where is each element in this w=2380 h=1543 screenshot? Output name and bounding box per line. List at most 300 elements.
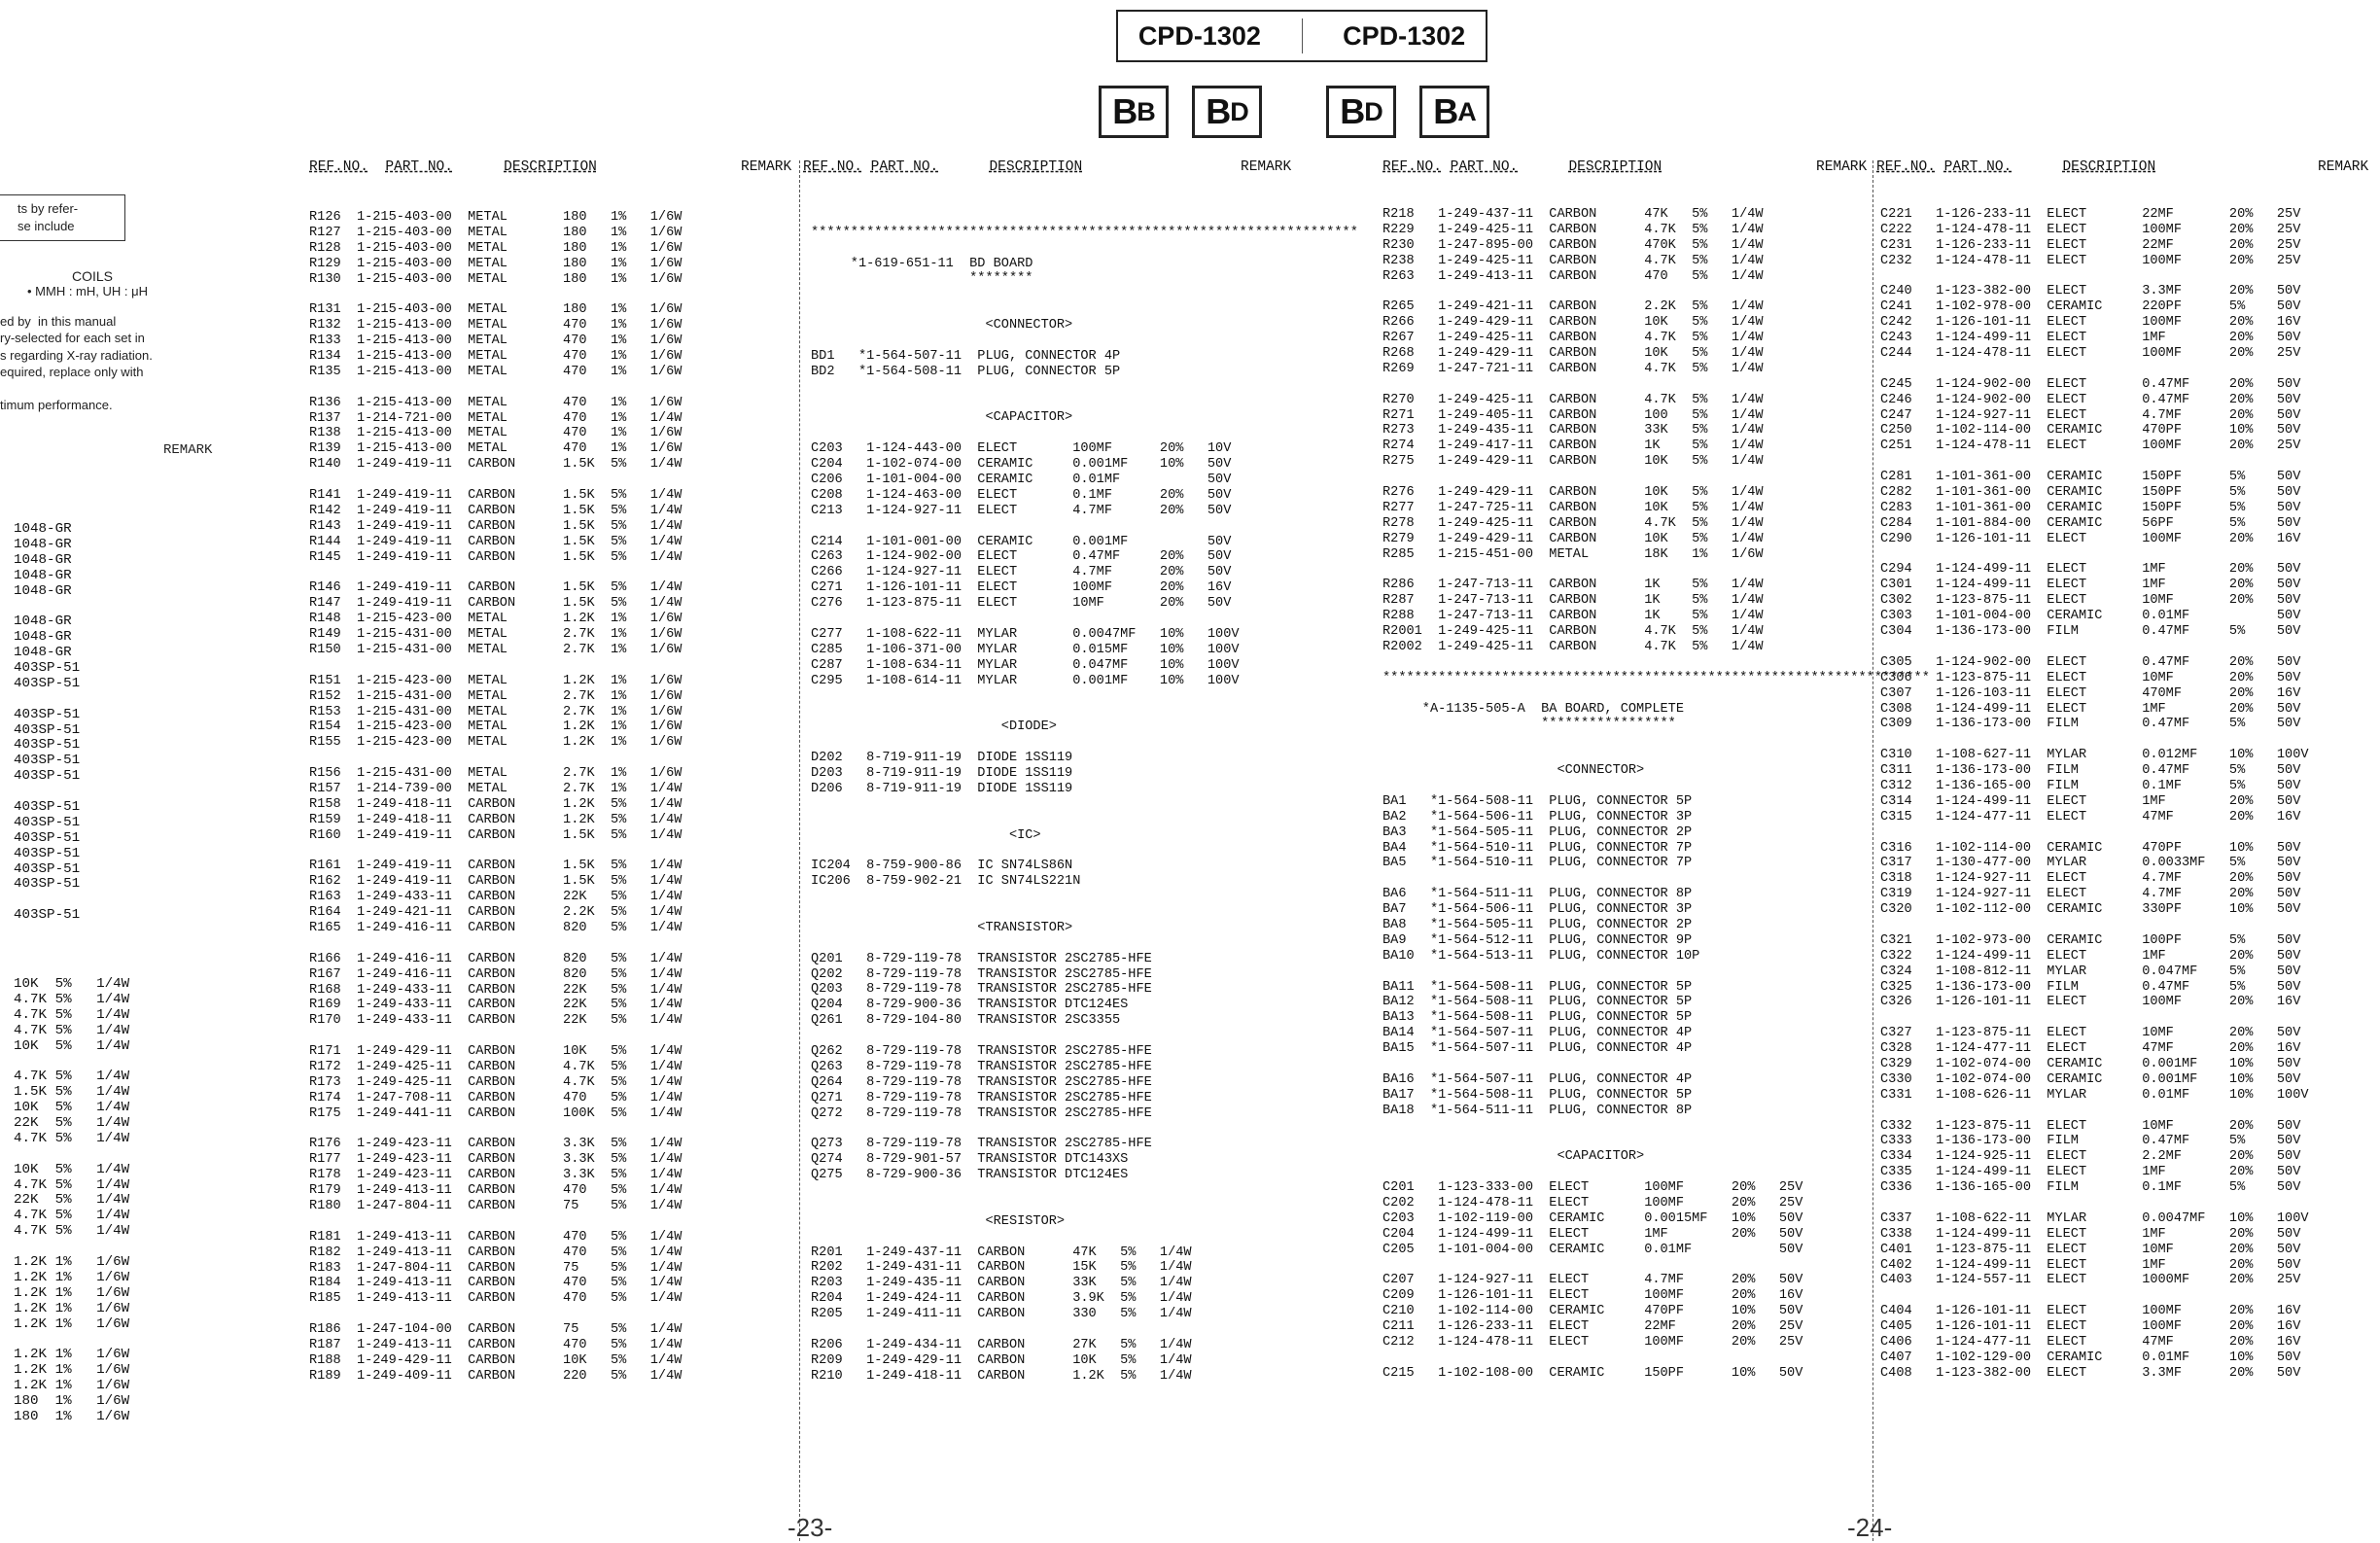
row-spacer [1382,377,1930,393]
parts-row: R134 1-215-413-00 METAL 470 1% 1/6W [309,349,682,365]
parts-row: C204 1-102-074-00 CERAMIC 0.001MF 10% 50V [811,457,1232,473]
row-spacer [1382,748,1930,763]
parts-row: R149 1-215-431-00 METAL 2.7K 1% 1/6W [309,627,682,643]
parts-row: ***************** [1382,717,1676,732]
col3-header-remark: REMARK [1816,159,1868,175]
parts-row: C214 1-101-001-00 CERAMIC 0.001MF 50V [811,534,1232,549]
parts-row: C221 1-126-233-11 ELECT 22MF 20% 25V [1880,207,2301,222]
column-divider [799,160,800,1541]
row-spacer [811,1029,1358,1044]
parts-row: R147 1-249-419-11 CARBON 1.5K 5% 1/4W [309,596,682,612]
parts-row: C307 1-126-103-11 ELECT 470MF 20% 16V [1880,685,2301,701]
parts-row: C312 1-136-165-00 FILM 0.1MF 5% 50V [1880,778,2301,793]
margin-notes [0,313,153,414]
parts-row: R203 1-249-435-11 CARBON 33K 5% 1/4W [811,1276,1192,1291]
margin-value-row: 10K 5% 1/4W [14,1037,130,1054]
parts-row: R178 1-249-423-11 CARBON 3.3K 5% 1/4W [309,1168,682,1183]
parts-row: *1-619-651-11 BD BOARD [811,256,1033,271]
note-line: ed by in this manual [0,314,117,329]
parts-row: R274 1-249-417-11 CARBON 1K 5% 1/4W [1382,438,1764,454]
row-spacer [309,1122,682,1138]
row-spacer [14,785,80,800]
parts-row: D202 8-719-911-19 DIODE 1SS119 [811,751,1073,766]
row-spacer [1382,470,1930,485]
row-spacer [811,333,1358,349]
margin-value-list [14,977,129,1425]
parts-row: C308 1-124-499-11 ELECT 1MF 20% 50V [1880,701,2301,717]
parts-row: R126 1-215-403-00 METAL 180 1% 1/6W [309,210,682,225]
col1-header [309,159,597,175]
row-spacer [14,1054,129,1070]
parts-row: R158 1-249-418-11 CARBON 1.2K 5% 1/4W [309,796,682,812]
row-spacer [309,287,682,302]
header-ref: REF.NO. [309,159,368,175]
row-spacer [1382,964,1930,980]
row-spacer [309,844,682,859]
parts-row: BD2 *1-564-508-11 PLUG, CONNECTOR 5P [811,364,1121,379]
parts-row: C282 1-101-361-00 CERAMIC 150PF 5% 50V [1880,485,2301,501]
parts-row: C240 1-123-382-00 ELECT 3.3MF 20% 50V [1880,284,2301,299]
parts-column-4 [1880,207,2309,1382]
margin-part-row: 403SP-51 [14,907,81,924]
col4-header [1876,159,2155,175]
page-number-left: -23- [788,1513,833,1542]
parts-row: C324 1-108-812-11 MYLAR 0.047MF 5% 50V [1880,964,2301,979]
parts-row: R139 1-215-413-00 METAL 470 1% 1/6W [309,441,682,457]
parts-row: R154 1-215-423-00 METAL 1.2K 1% 1/6W [309,719,682,735]
parts-row: Q261 8-729-104-80 TRANSISTOR 2SC3355 [811,1013,1121,1029]
parts-row: C210 1-102-114-00 CERAMIC 470PF 10% 50V [1382,1304,1803,1319]
parts-row: C251 1-124-478-11 ELECT 100MF 20% 25V [1880,438,2301,454]
parts-row: <CAPACITOR> [1382,1149,1645,1165]
parts-row: R181 1-249-413-11 CARBON 470 5% 1/4W [309,1229,682,1245]
parts-row: R162 1-249-419-11 CARBON 1.5K 5% 1/4W [309,874,682,890]
parts-row: R271 1-249-405-11 CARBON 100 5% 1/4W [1382,407,1764,423]
parts-row: R153 1-215-431-00 METAL 2.7K 1% 1/6W [309,704,682,719]
parts-row: R140 1-249-419-11 CARBON 1.5K 5% 1/4W [309,457,682,473]
parts-row: R218 1-249-437-11 CARBON 47K 5% 1/4W [1382,207,1764,222]
parts-row: C325 1-136-173-00 FILM 0.47MF 5% 50V [1880,979,2301,995]
parts-row: C212 1-124-478-11 ELECT 100MF 20% 25V [1382,1335,1803,1350]
parts-row: BA13 *1-564-508-11 PLUG, CONNECTOR 5P [1382,1010,1693,1026]
parts-row: C205 1-101-004-00 CERAMIC 0.01MF 50V [1382,1242,1803,1257]
row-spacer [1880,1288,2309,1304]
parts-row: C322 1-124-499-11 ELECT 1MF 20% 50V [1880,948,2301,964]
margin-value-row: 4.7K 5% 1/4W [14,1069,130,1085]
row-spacer [811,1183,1358,1199]
margin-value-row: 1.2K 1% 1/6W [14,1284,130,1301]
note-line: equired, replace only with [0,364,144,379]
parts-row: R229 1-249-425-11 CARBON 4.7K 5% 1/4W [1382,222,1764,237]
coils-units: • MMH : mH, UH : μH [27,284,148,298]
parts-row: C337 1-108-622-11 MYLAR 0.0047MF 10% 100V [1880,1210,2309,1226]
note-line: s regarding X-ray radiation. [0,347,153,363]
parts-row: Q271 8-729-119-78 TRANSISTOR 2SC2785-HFE [811,1090,1152,1105]
parts-row: R168 1-249-433-11 CARBON 22K 5% 1/4W [309,982,682,998]
parts-row: Q204 8-729-900-36 TRANSISTOR DTC124ES [811,998,1129,1013]
parts-row: C231 1-126-233-11 ELECT 22MF 20% 25V [1880,237,2301,253]
board-badge-letter: B [1340,91,1365,131]
board-badge-bb [1099,86,1169,138]
parts-row: R179 1-249-413-11 CARBON 470 5% 1/4W [309,1183,682,1199]
row-spacer [811,302,1358,318]
parts-row: BA14 *1-564-507-11 PLUG, CONNECTOR 4P [1382,1026,1693,1041]
margin-part-row: 403SP-51 [14,660,81,677]
parts-row: R143 1-249-419-11 CARBON 1.5K 5% 1/4W [309,518,682,534]
row-spacer [1382,655,1930,671]
parts-row: C241 1-102-978-00 CERAMIC 220PF 5% 50V [1880,299,2301,315]
row-spacer [811,890,1358,905]
board-badge-sub: A [1457,96,1476,126]
parts-row: R273 1-249-435-11 CARBON 33K 5% 1/4W [1382,423,1764,438]
parts-row: R145 1-249-419-11 CARBON 1.5K 5% 1/4W [309,549,682,565]
margin-value-row: 1.2K 1% 1/6W [14,1378,130,1394]
row-spacer [811,813,1358,828]
margin-part-row: 403SP-51 [14,860,81,877]
parts-row: C246 1-124-902-00 ELECT 0.47MF 20% 50V [1880,392,2301,407]
parts-row: C408 1-123-382-00 ELECT 3.3MF 20% 50V [1880,1365,2301,1381]
parts-row: R156 1-215-431-00 METAL 2.7K 1% 1/6W [309,766,682,782]
parts-row: <CONNECTOR> [811,318,1073,333]
row-spacer [811,689,1358,705]
row-spacer [811,241,1358,257]
parts-row: C243 1-124-499-11 ELECT 1MF 20% 50V [1880,331,2301,346]
col3-header [1382,159,1662,175]
parts-row: R279 1-249-429-11 CARBON 10K 5% 1/4W [1382,531,1764,546]
parts-row: Q273 8-729-119-78 TRANSISTOR 2SC2785-HFE [811,1137,1152,1152]
margin-part-row: 403SP-51 [14,845,81,861]
parts-row: C209 1-126-101-11 ELECT 100MF 20% 16V [1382,1288,1803,1304]
margin-part-row: 403SP-51 [14,737,81,754]
parts-row: C203 1-124-443-00 ELECT 100MF 20% 10V [811,441,1232,457]
parts-row: C403 1-124-557-11 ELECT 1000MF 20% 25V [1880,1273,2301,1288]
parts-row: C232 1-124-478-11 ELECT 100MF 20% 25V [1880,253,2301,268]
note-line: ry-selected for each set in [0,331,145,346]
margin-value-row: 1.2K 1% 1/6W [14,1300,130,1316]
parts-row: R131 1-215-403-00 METAL 180 1% 1/6W [309,302,682,318]
parts-row: C328 1-124-477-11 ELECT 47MF 20% 16V [1880,1041,2301,1057]
parts-row: C305 1-124-902-00 ELECT 0.47MF 20% 50V [1880,654,2301,670]
row-spacer [811,905,1358,921]
row-spacer [14,893,80,908]
parts-row: R286 1-247-713-11 CARBON 1K 5% 1/4W [1382,578,1764,593]
parts-row: R276 1-249-429-11 CARBON 10K 5% 1/4W [1382,485,1764,501]
parts-row: R2001 1-249-425-11 CARBON 4.7K 5% 1/4W [1382,624,1764,640]
parts-row: <TRANSISTOR> [811,920,1073,935]
parts-row: C207 1-124-927-11 ELECT 4.7MF 20% 50V [1382,1273,1803,1288]
margin-value-row: 4.7K 5% 1/4W [14,991,130,1007]
col1-header-remark: REMARK [741,159,792,175]
margin-part-row: 403SP-51 [14,876,81,893]
margin-value-row: 4.7K 5% 1/4W [14,1176,130,1193]
note-line: se include [18,219,75,233]
row-spacer [1880,362,2309,377]
header-ref: REF.NO. [1382,159,1442,175]
parts-row: C294 1-124-499-11 ELECT 1MF 20% 50V [1880,562,2301,578]
row-spacer [811,1230,1358,1245]
parts-row: R142 1-249-419-11 CARBON 1.5K 5% 1/4W [309,503,682,518]
parts-row: C319 1-124-927-11 ELECT 4.7MF 20% 50V [1880,887,2301,902]
row-spacer [309,565,682,580]
parts-column-1 [309,210,682,1385]
parts-row: R171 1-249-429-11 CARBON 10K 5% 1/4W [309,1044,682,1060]
margin-value-row: 10K 5% 1/4W [14,1161,130,1177]
margin-part-row: 1048-GR [14,521,72,537]
header-desc: DESCRIPTION [2062,159,2156,175]
parts-row: R132 1-215-413-00 METAL 470 1% 1/6W [309,318,682,333]
page-number-right: -24- [1847,1513,1893,1542]
row-spacer [1382,1258,1930,1274]
parts-row: R155 1-215-423-00 METAL 1.2K 1% 1/6W [309,735,682,751]
parts-row: ********************************************************************* [1382,670,1930,685]
parts-row: BA9 *1-564-512-11 PLUG, CONNECTOR 9P [1382,932,1693,948]
parts-row: R177 1-249-423-11 CARBON 3.3K 5% 1/4W [309,1152,682,1168]
header-part: PART NO. [1450,159,1519,175]
parts-row: Q203 8-729-119-78 TRANSISTOR 2SC2785-HFE [811,982,1152,998]
parts-row: R175 1-249-441-11 CARBON 100K 5% 1/4W [309,1105,682,1121]
margin-value-row: 1.2K 1% 1/6W [14,1347,130,1363]
parts-row: R210 1-249-418-11 CARBON 1.2K 5% 1/4W [811,1368,1192,1384]
row-spacer [309,1029,682,1044]
parts-row: R209 1-249-429-11 CARBON 10K 5% 1/4W [811,1352,1192,1368]
header-desc: DESCRIPTION [1568,159,1662,175]
parts-row: R144 1-249-419-11 CARBON 1.5K 5% 1/4W [309,534,682,549]
row-spacer [14,1147,129,1163]
parts-row: R141 1-249-419-11 CARBON 1.5K 5% 1/4W [309,488,682,504]
coils-heading: COILS [72,268,114,284]
parts-row: R230 1-247-895-00 CARBON 470K 5% 1/4W [1382,237,1764,253]
parts-row: Q202 8-729-119-78 TRANSISTOR 2SC2785-HFE [811,966,1152,982]
parts-row: C338 1-124-499-11 ELECT 1MF 20% 50V [1880,1226,2301,1242]
parts-row: <RESISTOR> [811,1213,1066,1229]
row-spacer [309,751,682,766]
model-divider [1302,18,1303,53]
parts-row: R187 1-249-413-11 CARBON 470 5% 1/4W [309,1338,682,1353]
parts-row: C245 1-124-902-00 ELECT 0.47MF 20% 50V [1880,376,2301,392]
row-spacer [1880,547,2309,563]
parts-row: C321 1-102-973-00 CERAMIC 100PF 5% 50V [1880,932,2301,948]
margin-part-row: 1048-GR [14,536,72,552]
parts-row: C266 1-124-927-11 ELECT 4.7MF 20% 50V [811,565,1232,580]
row-spacer [1880,1196,2309,1211]
row-spacer [1382,1350,1930,1366]
parts-row: R267 1-249-425-11 CARBON 4.7K 5% 1/4W [1382,331,1764,346]
parts-row: C204 1-124-499-11 ELECT 1MF 20% 50V [1382,1226,1803,1242]
row-spacer [811,797,1358,813]
row-spacer [811,1322,1358,1338]
board-badges [1099,86,1489,138]
parts-row: C303 1-101-004-00 CERAMIC 0.01MF 50V [1880,609,2301,624]
parts-row: R159 1-249-418-11 CARBON 1.2K 5% 1/4W [309,812,682,827]
col2-header [803,159,1082,175]
parts-row: R172 1-249-425-11 CARBON 4.7K 5% 1/4W [309,1059,682,1074]
parts-row: R130 1-215-403-00 METAL 180 1% 1/6W [309,271,682,287]
margin-part-row: 1048-GR [14,567,72,583]
parts-row: C310 1-108-627-11 MYLAR 0.012MF 10% 100V [1880,748,2309,763]
parts-row: C285 1-106-371-00 MYLAR 0.015MF 10% 100V [811,642,1240,657]
row-spacer [14,1332,129,1348]
parts-row: R166 1-249-416-11 CARBON 820 5% 1/4W [309,951,682,966]
row-spacer [811,396,1358,411]
row-spacer [14,692,80,708]
parts-row: C208 1-124-463-00 ELECT 0.1MF 20% 50V [811,487,1232,503]
parts-row: C213 1-124-927-11 ELECT 4.7MF 20% 50V [811,503,1232,518]
parts-row: BD1 *1-564-507-11 PLUG, CONNECTOR 4P [811,348,1121,364]
margin-value-row: 4.7K 5% 1/4W [14,1022,130,1038]
parts-row: R266 1-249-429-11 CARBON 10K 5% 1/4W [1382,315,1764,331]
parts-row: C203 1-102-119-00 CERAMIC 0.0015MF 10% 50V [1382,1210,1803,1226]
parts-row: BA11 *1-564-508-11 PLUG, CONNECTOR 5P [1382,979,1693,995]
row-spacer [811,519,1358,535]
parts-row: Q274 8-729-901-57 TRANSISTOR DTC143XS [811,1152,1129,1168]
parts-row: BA10 *1-564-513-11 PLUG, CONNECTOR 10P [1382,948,1700,964]
margin-value-row: 4.7K 5% 1/4W [14,1208,130,1224]
parts-row: R288 1-247-713-11 CARBON 1K 5% 1/4W [1382,609,1764,624]
row-spacer [14,1240,129,1255]
parts-row: C402 1-124-499-11 ELECT 1MF 20% 50V [1880,1257,2301,1273]
col4-header-remark: REMARK [2318,159,2369,175]
parts-row: R263 1-249-413-11 CARBON 470 5% 1/4W [1382,268,1764,284]
parts-row: R164 1-249-421-11 CARBON 2.2K 5% 1/4W [309,905,682,921]
parts-row: R174 1-247-708-11 CARBON 470 5% 1/4W [309,1090,682,1105]
parts-row: R173 1-249-425-11 CARBON 4.7K 5% 1/4W [309,1074,682,1090]
parts-row: C405 1-126-101-11 ELECT 100MF 20% 16V [1880,1319,2301,1335]
parts-row: D206 8-719-911-19 DIODE 1SS119 [811,781,1073,796]
parts-row: C250 1-102-114-00 CERAMIC 470PF 10% 50V [1880,423,2301,438]
parts-row: Q201 8-729-119-78 TRANSISTOR 2SC2785-HFE [811,951,1152,966]
parts-row: C326 1-126-101-11 ELECT 100MF 20% 16V [1880,995,2301,1010]
parts-row: R148 1-215-423-00 METAL 1.2K 1% 1/6W [309,612,682,627]
parts-row: C329 1-102-074-00 CERAMIC 0.001MF 10% 50V [1880,1056,2301,1071]
header-desc: DESCRIPTION [989,159,1083,175]
row-spacer [1382,1134,1930,1149]
parts-row: R150 1-215-431-00 METAL 2.7K 1% 1/6W [309,642,682,657]
margin-part-row: 1048-GR [14,645,72,661]
row-spacer [811,426,1358,441]
row-spacer [1382,1057,1930,1072]
parts-row: R137 1-214-721-00 METAL 470 1% 1/4W [309,410,682,426]
margin-part-row: 403SP-51 [14,814,81,830]
row-spacer [811,1199,1358,1214]
parts-row: BA3 *1-564-505-11 PLUG, CONNECTOR 2P [1382,824,1693,840]
row-spacer [14,599,80,614]
parts-row: R278 1-249-425-11 CARBON 4.7K 5% 1/4W [1382,515,1764,531]
parts-row: R146 1-249-419-11 CARBON 1.5K 5% 1/4W [309,580,682,596]
parts-row: R275 1-249-429-11 CARBON 10K 5% 1/4W [1382,454,1764,470]
parts-row: BA17 *1-564-508-11 PLUG, CONNECTOR 5P [1382,1087,1693,1103]
header-ref: REF.NO. [803,159,862,175]
margin-value-row: 1.2K 1% 1/6W [14,1362,130,1379]
parts-row: R169 1-249-433-11 CARBON 22K 5% 1/4W [309,998,682,1013]
margin-part-row: 1048-GR [14,629,72,646]
parts-row: C335 1-124-499-11 ELECT 1MF 20% 50V [1880,1165,2301,1180]
row-spacer [1880,825,2309,841]
parts-row: C247 1-124-927-11 ELECT 4.7MF 20% 50V [1880,407,2301,423]
parts-row: R277 1-247-725-11 CARBON 10K 5% 1/4W [1382,500,1764,515]
parts-row: C284 1-101-884-00 CERAMIC 56PF 5% 50V [1880,515,2301,531]
parts-row: C202 1-124-478-11 ELECT 100MF 20% 25V [1382,1196,1803,1210]
parts-row: D203 8-719-911-19 DIODE 1SS119 [811,765,1073,781]
parts-row: R135 1-215-413-00 METAL 470 1% 1/6W [309,364,682,379]
parts-row: R152 1-215-431-00 METAL 2.7K 1% 1/6W [309,688,682,704]
parts-row: C306 1-123-875-11 ELECT 10MF 20% 50V [1880,670,2301,685]
row-spacer [1382,779,1930,794]
margin-value-row: 10K 5% 1/4W [14,976,130,992]
margin-part-row: 1048-GR [14,582,72,599]
parts-row: R201 1-249-437-11 CARBON 47K 5% 1/4W [811,1245,1192,1260]
parts-row: C330 1-102-074-00 CERAMIC 0.001MF 10% 50V [1880,1071,2301,1087]
parts-row: R183 1-247-804-11 CARBON 75 5% 1/4W [309,1260,682,1276]
parts-row: Q275 8-729-900-36 TRANSISTOR DTC124ES [811,1168,1129,1183]
row-spacer [309,658,682,674]
parts-row: R136 1-215-413-00 METAL 470 1% 1/6W [309,395,682,410]
parts-row: C290 1-126-101-11 ELECT 100MF 20% 16V [1880,531,2301,546]
parts-row: C331 1-108-626-11 MYLAR 0.01MF 10% 100V [1880,1087,2309,1103]
row-spacer [309,380,682,396]
row-spacer [811,210,1358,226]
parts-row: R170 1-249-433-11 CARBON 22K 5% 1/4W [309,1013,682,1029]
parts-row: C244 1-124-478-11 ELECT 100MF 20% 25V [1880,346,2301,362]
parts-row: C201 1-123-333-00 ELECT 100MF 20% 25V [1382,1180,1803,1196]
note-box-text [18,200,78,235]
parts-row: BA6 *1-564-511-11 PLUG, CONNECTOR 8P [1382,887,1693,902]
row-spacer [1880,1104,2309,1119]
parts-row: C333 1-136-173-00 FILM 0.47MF 5% 50V [1880,1134,2301,1149]
row-spacer [811,612,1358,627]
margin-part-row: 403SP-51 [14,721,81,738]
row-spacer [811,704,1358,719]
parts-row: <DIODE> [811,719,1057,735]
margin-value-row: 22K 5% 1/4W [14,1192,130,1209]
col2-header-remark: REMARK [1241,159,1292,175]
parts-row: R182 1-249-413-11 CARBON 470 5% 1/4W [309,1245,682,1260]
margin-part-row: 403SP-51 [14,706,81,722]
parts-row: C242 1-126-101-11 ELECT 100MF 20% 16V [1880,315,2301,331]
parts-row: R268 1-249-429-11 CARBON 10K 5% 1/4W [1382,346,1764,362]
parts-row: R206 1-249-434-11 CARBON 27K 5% 1/4W [811,1337,1192,1352]
parts-column-2 [811,194,1358,1385]
header-ref: REF.NO. [1876,159,1936,175]
board-badge-sub: D [1230,96,1248,126]
parts-row: BA12 *1-564-508-11 PLUG, CONNECTOR 5P [1382,995,1693,1010]
row-spacer [309,936,682,952]
parts-row: C215 1-102-108-00 CERAMIC 150PF 10% 50V [1382,1365,1803,1381]
row-spacer [309,1307,682,1322]
parts-row: Q263 8-729-119-78 TRANSISTOR 2SC2785-HFE [811,1059,1152,1074]
row-spacer [309,473,682,488]
parts-row: C301 1-124-499-11 ELECT 1MF 20% 50V [1880,578,2301,593]
parts-row: BA15 *1-564-507-11 PLUG, CONNECTOR 4P [1382,1041,1693,1057]
parts-row: C320 1-102-112-00 CERAMIC 330PF 10% 50V [1880,902,2301,918]
parts-row: C222 1-124-478-11 ELECT 100MF 20% 25V [1880,222,2301,237]
parts-column-3 [1382,207,1930,1382]
parts-row: R2002 1-249-425-11 CARBON 4.7K 5% 1/4W [1382,639,1764,654]
model-label-right: CPD-1302 [1343,20,1466,51]
margin-value-row: 1.2K 1% 1/6W [14,1315,130,1332]
parts-row: <CAPACITOR> [811,410,1073,426]
parts-row: R270 1-249-425-11 CARBON 4.7K 5% 1/4W [1382,392,1764,407]
parts-row: BA8 *1-564-505-11 PLUG, CONNECTOR 2P [1382,917,1693,932]
parts-row: R167 1-249-416-11 CARBON 820 5% 1/4W [309,966,682,982]
row-spacer [1382,686,1930,702]
parts-row: R184 1-249-413-11 CARBON 470 5% 1/4W [309,1276,682,1291]
parts-row: Q272 8-729-119-78 TRANSISTOR 2SC2785-HFE [811,1105,1152,1121]
row-spacer [1382,1119,1930,1135]
parts-row: BA1 *1-564-508-11 PLUG, CONNECTOR 5P [1382,793,1693,809]
row-spacer [1880,732,2309,748]
parts-row: C401 1-123-875-11 ELECT 10MF 20% 50V [1880,1242,2301,1257]
margin-part-row: 1048-GR [14,551,72,568]
